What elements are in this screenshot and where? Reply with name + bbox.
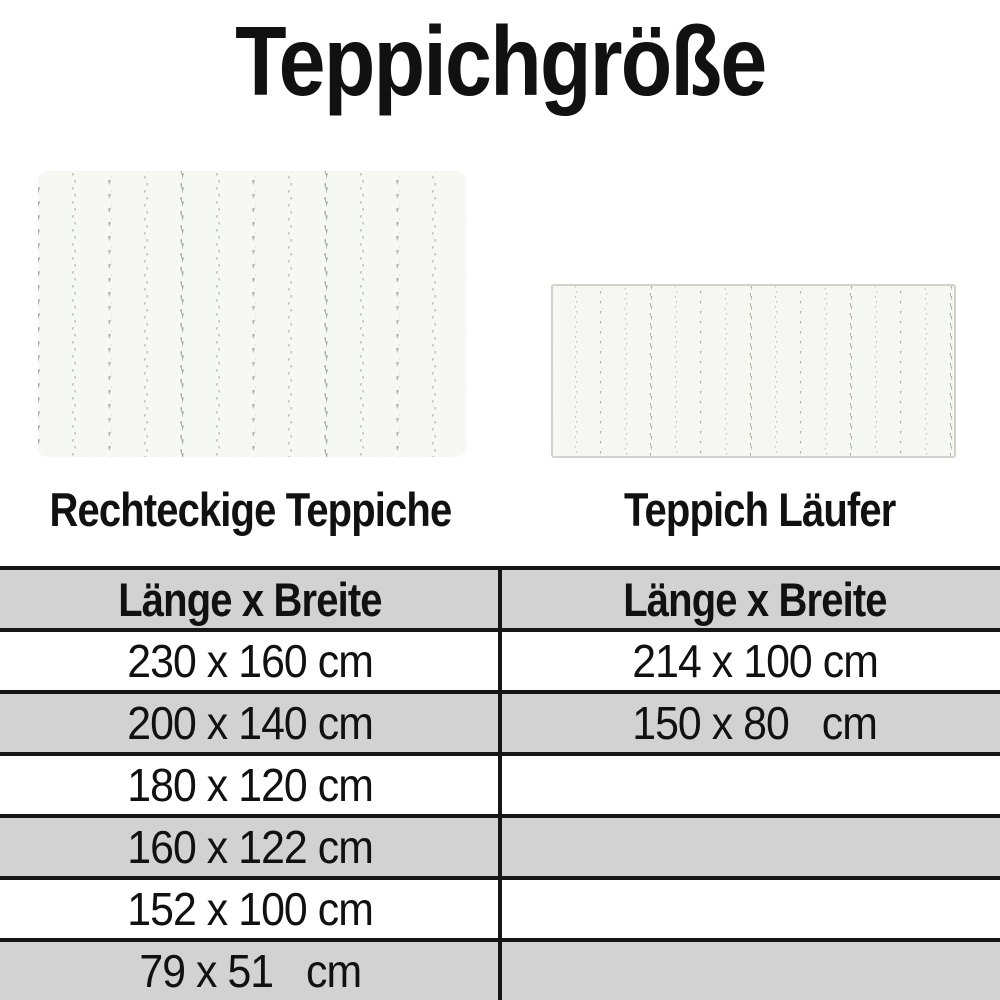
size-cell xyxy=(0,756,500,814)
size-cell xyxy=(500,880,1000,938)
rectangular-rug-image xyxy=(38,171,466,457)
header-cell-rectangular-text: Länge x Breite xyxy=(118,572,382,626)
size-cell-text: 230 x 160 cm xyxy=(127,635,373,687)
page-title-text: Teppichgröße xyxy=(234,6,766,116)
size-cell xyxy=(500,942,1000,1000)
runner-rug-shape xyxy=(552,285,955,457)
rectangular-rug-shape xyxy=(38,171,466,457)
rectangular-rugs-label-text: Rechteckige Teppiche xyxy=(49,483,451,536)
size-cell xyxy=(0,694,500,752)
size-cell xyxy=(0,942,500,1000)
table-column-divider xyxy=(498,566,502,1000)
size-cell-text: 200 x 140 cm xyxy=(127,697,373,749)
rectangular-rugs-label xyxy=(0,484,500,536)
size-cell-text: 180 x 120 cm xyxy=(127,759,373,811)
size-cell-text: 152 x 100 cm xyxy=(127,883,373,935)
size-cell xyxy=(500,756,1000,814)
size-cell xyxy=(500,818,1000,876)
header-cell-rectangular xyxy=(0,570,500,628)
size-cell xyxy=(0,632,500,690)
header-cell-runner xyxy=(500,570,1000,628)
size-cell-text: 79 x 51 cm xyxy=(139,945,361,997)
size-table xyxy=(0,566,1000,1000)
size-cell-text: 214 x 100 cm xyxy=(632,635,878,687)
header-cell-runner-text: Länge x Breite xyxy=(623,572,887,626)
runner-rugs-label xyxy=(510,484,1000,536)
size-cell xyxy=(500,632,1000,690)
runner-rugs-label-text: Teppich Läufer xyxy=(624,483,896,536)
runner-rug-image xyxy=(551,284,956,458)
size-cell xyxy=(0,880,500,938)
size-cell-text: 150 x 80 cm xyxy=(632,697,878,749)
size-cell xyxy=(500,694,1000,752)
size-cell xyxy=(0,818,500,876)
page-title xyxy=(0,6,1000,116)
size-cell-text: 160 x 122 cm xyxy=(127,821,373,873)
